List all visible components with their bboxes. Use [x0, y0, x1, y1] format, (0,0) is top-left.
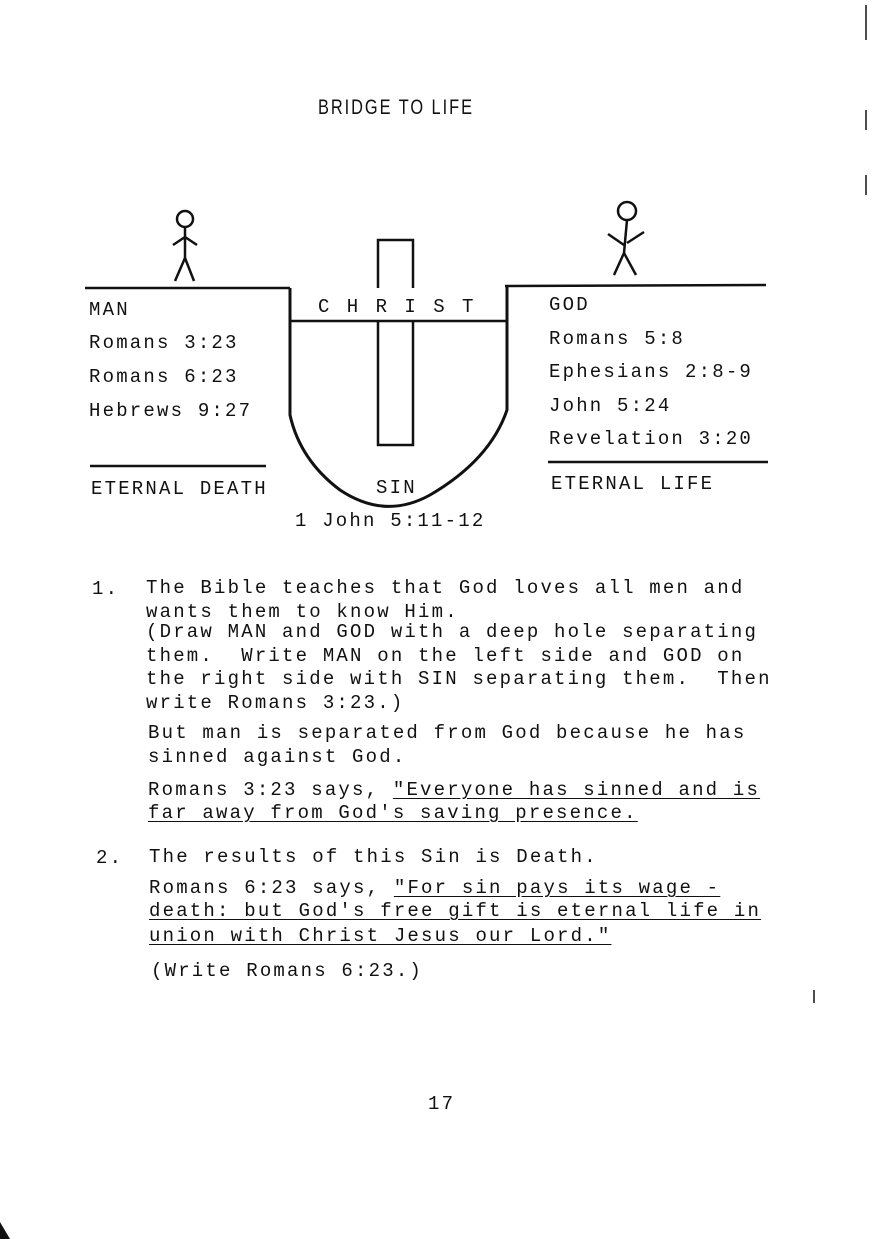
eternal-life-label: ETERNAL LIFE [551, 473, 715, 495]
paragraph-line [148, 779, 760, 801]
right-ground-line [505, 285, 766, 286]
man-stick-figure-icon [173, 211, 197, 281]
god-label: GOD [549, 294, 590, 316]
paragraph-line: The Bible teaches that God loves all men and [146, 577, 745, 599]
god-ref: John 5:24 [549, 395, 672, 417]
god-ref: Romans 5:8 [549, 328, 686, 350]
quote-prefix: Romans 6:23 says, [149, 877, 394, 899]
christ-label: C H R I S T [318, 296, 477, 318]
paragraph-line: them. Write MAN on the left side and GOD on [146, 645, 745, 667]
man-ref: Romans 6:23 [89, 366, 239, 388]
pit-reference: 1 John 5:11-12 [295, 510, 486, 532]
paragraph-line: write Romans 3:23.) [146, 692, 405, 714]
paragraph-line: The results of this Sin is Death. [149, 846, 598, 868]
quote-prefix: Romans 3:23 says, [148, 779, 393, 801]
page-title: BRIDGE TO LIFE [318, 96, 474, 119]
underlined-quote: "For sin pays its wage - [393, 877, 721, 899]
underlined-quote: "Everyone has sinned and is [392, 779, 761, 801]
paragraph-line: the right side with SIN separating them. Then [146, 668, 772, 690]
god-stick-figure-icon [608, 202, 644, 275]
paragraph-line: (Draw MAN and GOD with a deep hole separating [146, 621, 759, 643]
paragraph-line: wants them to know Him. [146, 601, 459, 623]
page-number: 17 [428, 1093, 456, 1115]
eternal-death-label: ETERNAL DEATH [91, 478, 268, 500]
cross-icon [378, 240, 413, 445]
god-ref: Revelation 3:20 [549, 428, 754, 450]
item-number: 2. [96, 847, 124, 869]
man-ref: Hebrews 9:27 [89, 400, 253, 422]
paragraph-line [149, 877, 720, 899]
sin-pit [290, 286, 507, 506]
man-ref: Romans 3:23 [89, 332, 239, 354]
underlined-quote: union with Christ Jesus our Lord." [149, 925, 612, 947]
underlined-quote: far away from God's saving presence. [148, 802, 638, 824]
man-label: MAN [89, 299, 130, 321]
paragraph-line: sinned against God. [148, 746, 407, 768]
paragraph-line: But man is separated from God because he has [148, 722, 747, 744]
god-ref: Ephesians 2:8-9 [549, 361, 754, 383]
item-number: 1. [92, 578, 120, 600]
underlined-quote: death: but God's free gift is eternal life in [149, 900, 762, 922]
sin-label: SIN [376, 477, 417, 499]
paragraph-line: (Write Romans 6:23.) [151, 960, 424, 982]
